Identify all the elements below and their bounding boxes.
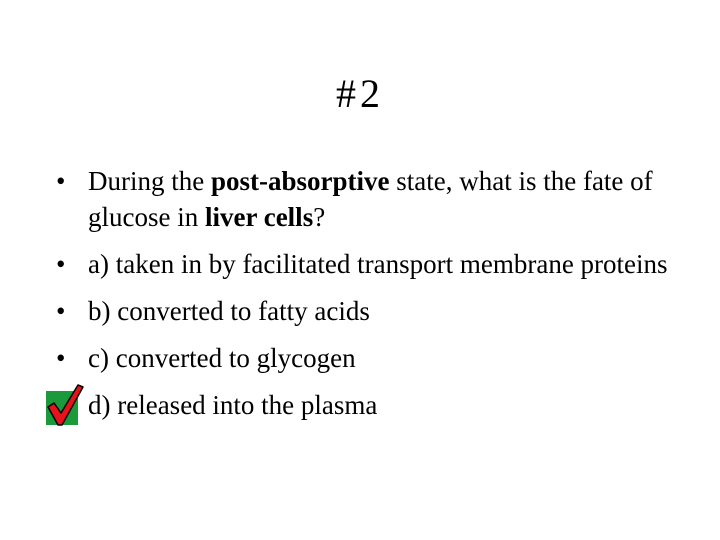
question-item — [56, 163, 696, 235]
question-emphasis-post-absorptive: post-absorptive — [210, 166, 390, 196]
question-pre: During the — [88, 166, 211, 196]
bullet-list — [56, 163, 696, 434]
bullet-marker: • — [56, 343, 66, 373]
option-d-text: d) released into the plasma — [88, 390, 378, 420]
question-mid: state, what is the fate of glucose in — [88, 166, 653, 232]
bullet-marker: • — [56, 249, 66, 279]
question-emphasis-liver-cells: liver cells — [204, 202, 314, 232]
option-c — [56, 340, 696, 376]
bullet-marker: • — [56, 296, 66, 326]
option-d — [56, 387, 696, 423]
checkmark-icon — [44, 383, 84, 427]
option-c-text: c) converted to glycogen — [88, 343, 356, 373]
question-text — [88, 163, 696, 235]
option-a-text: a) taken in by facilitated transport membrane proteins — [88, 249, 668, 279]
option-b — [56, 293, 696, 329]
option-b-text: b) converted to fatty acids — [88, 296, 370, 326]
option-a — [56, 246, 696, 282]
question-post: ? — [313, 202, 326, 232]
slide-title: #2 — [336, 71, 384, 116]
bullet-marker: • — [56, 166, 66, 196]
